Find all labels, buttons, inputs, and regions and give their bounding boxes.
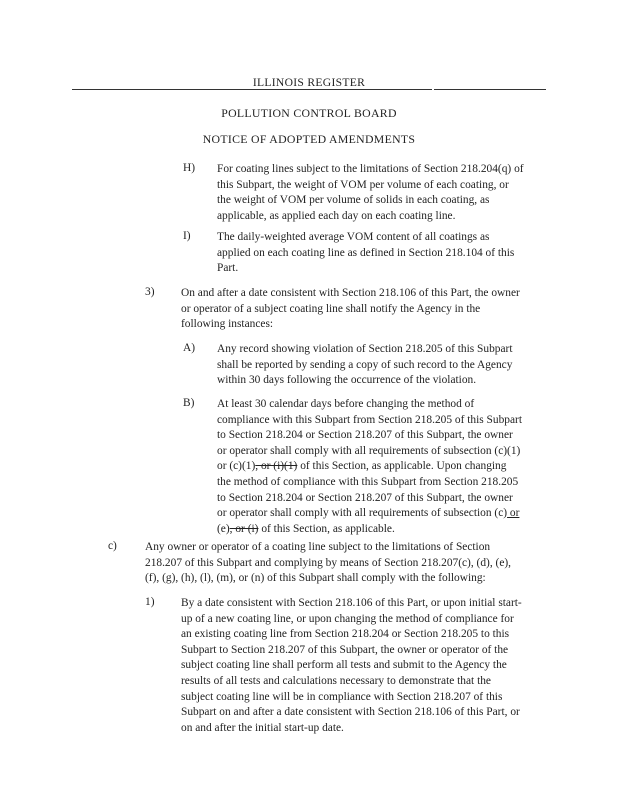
text-line: on and after the initial start-up date. [181, 721, 344, 734]
text-line: compliance with this Subpart from Section 218.205 of this Subpart [217, 413, 522, 426]
text-line: to Section 218.204 or Section 218.207 of this Subpart, the owner [217, 491, 513, 504]
text-fragment: of this Section, as applicable. [261, 522, 395, 535]
text-line: results of all tests and calculations necessary to demonstrate that the [181, 674, 491, 687]
text-line: or operator of a subject coating line shall notify the Agency in the [181, 302, 481, 315]
deleted-text: , or (i) [229, 522, 259, 535]
paragraph-1 [181, 596, 522, 736]
notice-title: NOTICE OF ADOPTED AMENDMENTS [202, 132, 416, 146]
text-line: or operator shall comply with all requirements of subsection (c)(1) [217, 444, 521, 457]
marker-1: 1) [145, 596, 155, 608]
text-line: At least 30 calendar days before changing the method of [217, 398, 475, 410]
text-fragment: or (c)(1) [217, 460, 256, 473]
text-line: following instances: [181, 318, 274, 331]
text-line: to Section 218.204 or Section 218.207 of this Subpart, the owner [217, 429, 513, 442]
header-rule-right [434, 89, 546, 90]
text-fragment: (e) [217, 522, 230, 535]
marker-3: 3) [145, 286, 155, 298]
text-line: The daily-weighted average VOM content of all coatings as [217, 231, 490, 243]
marker-B: B) [183, 397, 195, 409]
text-line: Part. [217, 262, 239, 275]
text-line: Any owner or operator of a coating line subject to the limitations of Section [145, 541, 491, 553]
paragraph-B [217, 397, 522, 537]
text-line: the weight of VOM per volume of solids in each coating, as [217, 194, 490, 207]
text-line: subject coating line will be in compliance with Section 218.207 of this [181, 690, 503, 703]
paragraph-A [217, 342, 513, 389]
paragraph-H [217, 162, 524, 224]
marker-A: A) [183, 342, 196, 354]
paragraph-c [145, 540, 511, 587]
text-line: On and after a date consistent with Section 218.106 of this Part, the owner [181, 287, 520, 299]
text-line: the method of compliance with this Subpart from Section 218.205 [217, 475, 519, 488]
text-line: Subpart on and after a date consistent with Section 218.106 of this Part, or [181, 706, 520, 719]
board-title: POLLUTION CONTROL BOARD [221, 106, 397, 120]
text-line: Subpart to Section 218.207 of this Subpart, the owner or operator of the [181, 643, 509, 656]
text-line-with-deletion [217, 522, 522, 538]
text-line: within 30 days following the occurrence of the violation. [217, 374, 477, 387]
text-line: For coating lines subject to the limitations of Section 218.204(q) of [217, 163, 524, 175]
text-line: applicable, as applied each day on each coating line. [217, 209, 456, 222]
text-line: shall be reported by sending a copy of such record to the Agency [217, 358, 513, 371]
text-line: Any record showing violation of Section 218.205 of this Subpart [217, 343, 513, 355]
text-line: up of a new coating line, or upon changing the method of compliance for [181, 612, 514, 625]
text-line: (f), (g), (h), (l), (m), or (n) of this Subpart shall comply with the following: [145, 572, 486, 585]
paragraph-3 [181, 286, 520, 333]
text-fragment: of this Section, as applicable. Upon changing [300, 460, 507, 473]
text-line-with-insertion [217, 506, 522, 522]
marker-H: H) [183, 162, 196, 174]
text-line: By a date consistent with Section 218.106 of this Part, or upon initial start- [181, 597, 522, 609]
text-line: subject coating line shall perform all tests and submit to the Agency the [181, 659, 507, 672]
text-line-with-deletion [217, 459, 522, 475]
deleted-text: , or (i)(1) [255, 460, 298, 473]
marker-I: I) [183, 230, 191, 242]
header-rule-left [72, 89, 432, 90]
marker-c: c) [108, 540, 117, 552]
text-line: an existing coating line from Section 218.204 or Section 218.205 to this [181, 628, 510, 641]
text-line: 218.207 of this Subpart and complying by means of Section 218.207(c), (d), (e), [145, 556, 512, 569]
text-fragment: or operator shall comply with all requirements of subsection (c) [217, 507, 508, 520]
text-line: applied on each coating line as defined in Section 218.104 of this [217, 246, 515, 259]
inserted-text: or [507, 507, 520, 520]
paragraph-I [217, 230, 514, 277]
text-line: this Subpart, the weight of VOM per volume of each coating, or [217, 178, 509, 191]
register-title: ILLINOIS REGISTER [252, 76, 366, 89]
